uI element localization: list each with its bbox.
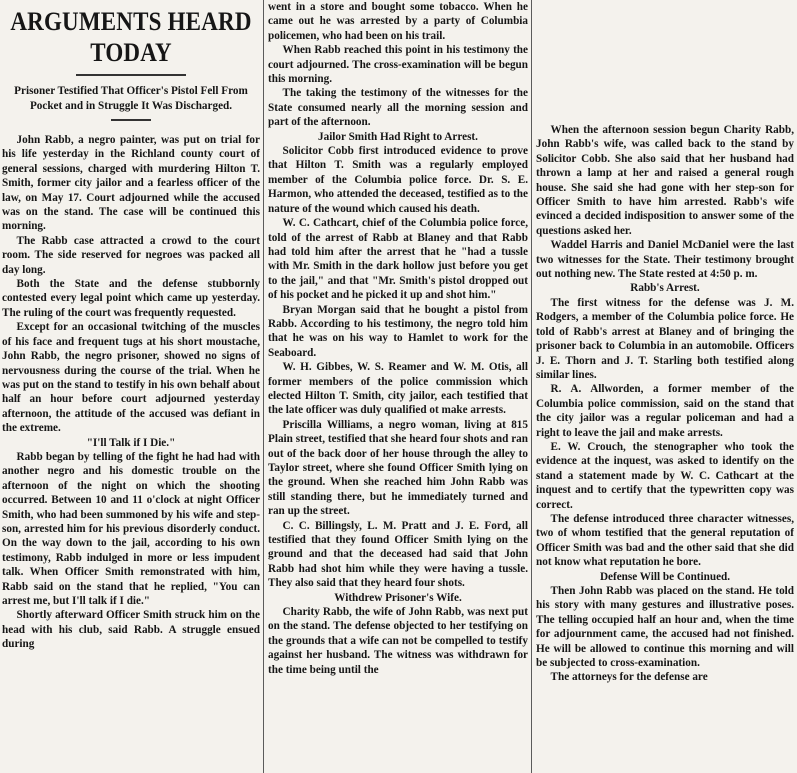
deck: Prisoner Testified That Officer's Pistol Fell From Pocket and in Struggle It Was Discharged. xyxy=(14,85,248,112)
paragraph: Both the State and the defense stubbornly contested every legal point which came up yesterday. The ruling of the court was frequently requested. xyxy=(2,278,260,319)
column-2 xyxy=(268,0,528,773)
paragraph: Bryan Morgan said that he bought a pistol from Rabb. According to his testimony, the negro told him that he was on his way to Hamlet to work for the Seaboard. xyxy=(268,303,528,359)
divider xyxy=(111,119,151,121)
paragraph: The defense introduced three character witnesses, two of whom testified that the general reputation of Officer Smith was bad and the other said that she did not know what reputation he bore. xyxy=(536,512,794,569)
paragraph: When the afternoon session begun Charity Rabb, John Rabb's wife, was called back to the stand by Solicitor Cobb. She also said that her husband had thrown a lamp at her and raised a general rough house. She said she had gone with her step-son for Officer Smith to have him arrested. Rabb's wife evinced a decided indisposition to answer some of the questions asked her. xyxy=(536,124,794,237)
paragraph: The taking the testimony of the witnesses for the State consumed nearly all the morning session and part of the afternoon. xyxy=(268,87,528,129)
column-rule xyxy=(531,0,532,773)
column-3 xyxy=(536,0,794,773)
paragraph: E. W. Crouch, the stenographer who took the evidence at the inquest, was asked to identify on the stand a statement made by W. C. Cathcart at the inquest and to certify that the typewritten copy was correct. xyxy=(536,440,794,511)
subheading: Defense Will be Continued. xyxy=(599,570,731,583)
paragraph: went in a store and bought some tobacco. When he came out he was arrested by a party of Columbia policemen, who had been on his trail. xyxy=(268,1,528,42)
paragraph: Rabb began by telling of the fight he had had with another negro and his domestic trouble on the afternoon of the night on which the shooting occurred. Between 10 and 11 o'clock at night Officer Smith, who had been summoned by his wife and step-son, arrested him for his previous disorderly conduct. On the way down to the jail, according to his own testimony, Rabb indulged in more or less impudent talk. When Officer Smith remonstrated with him, Rabb said on the stand that he replied, "You can arrest me, but I'll talk if I die." xyxy=(2,450,260,607)
subheading: Jailor Smith Had Right to Arrest. xyxy=(318,130,478,143)
column-1 xyxy=(2,0,260,773)
paragraph: Then John Rabb was placed on the stand. He told his story with many gestures and illustrative poses. The telling occupied half an hour and, when the time for adjournment came, the accused had not finished. He will be allowed to continue this morning and will be subjected to cross-examination. xyxy=(536,585,794,670)
paragraph: The attorneys for the defense are xyxy=(550,671,708,684)
paragraph: C. C. Billingsly, L. M. Pratt and J. E. Ford, all testified that they found Officer Smith lying on the ground and that the deceased had said that John Rabb had shot him while they were having a tussle. They also said that they heard four shots. xyxy=(268,519,528,590)
subheading: Rabb's Arrest. xyxy=(630,282,700,295)
paragraph: The Rabb case attracted a crowd to the court room. The side reserved for negroes was packed all day long. xyxy=(2,234,260,276)
paragraph: Solicitor Cobb first introduced evidence to prove that Hilton T. Smith was a regularly employed member of the Columbia police force. Dr. S. E. Harmon, who attended the deceased, testified as to the nature of the wound which caused his death. xyxy=(268,145,528,215)
paragraph: The first witness for the defense was J. M. Rodgers, a member of the Columbia police force. He told of Rabb's arrest at Blaney and of bringing the prisoner back to Columbia in an automobile. Officers J. E. Thorn and J. T. Starling both testified along similar lines. xyxy=(536,296,794,381)
paragraph: John Rabb, a negro painter, was put on trial for his life yesterday in the Richland county court of general sessions, charged with murdering Hilton T. Smith, former city jailor and a fearless officer of the law, on May 17. Court adjourned while the accused was on the stand. The case will be continued this morning. xyxy=(2,134,260,233)
paragraph: W. C. Cathcart, chief of the Columbia police force, told of the arrest of Rabb at Blaney and that Rabb had told him after the arrest that he "had a tussle with Mr. Smith in the dark hollow just before you get to the jail," and that "Mr. Smith's pistol dropped out of his pocket and he picked it up and shot him." xyxy=(268,217,528,302)
paragraph: When Rabb reached this point in his testimony the court adjourned. The cross-examination will be begun this morning. xyxy=(268,44,528,86)
paragraph: Except for an occasional twitching of the muscles of his face and frequent tugs at his short moustache, John Rabb, the negro prisoner, showed no signs of nervousness during the course of the trial. When he was put on the stand to testify in his own behalf about half an hour before court adjourned yesterday afternoon, the attitude of the accused was defiant in the extreme. xyxy=(2,321,260,435)
subheading: "I'll Talk if I Die." xyxy=(86,436,176,449)
divider xyxy=(76,74,186,76)
column-rule xyxy=(263,0,264,773)
paragraph: R. A. Allworden, a former member of the Columbia police commission, said on the stand that the city jailor was a regular policeman and had a right to leave the jail and make arrests. xyxy=(536,383,794,439)
paragraph: Waddel Harris and Daniel McDaniel were the last two witnesses for the State. Their testimony brought out nothing new. The State rested at 4:50 p. m. xyxy=(536,239,794,281)
subheading: Withdrew Prisoner's Wife. xyxy=(334,591,462,604)
paragraph: Priscilla Williams, a negro woman, living at 815 Plain street, testified that she heard four shots and ran out of the back door of her house through the alley to Taylor street, where she found Officer Smith lying on the ground. When she reached him John Rabb was still standing there, but he immediately turned and ran up the street. xyxy=(268,418,528,518)
paragraph: Charity Rabb, the wife of John Rabb, was next put on the stand. The defense objected to her testifying on the grounds that a wife can not be compelled to testify against her husband. The witness was withdrawn for the time being until the xyxy=(268,606,528,676)
headline: ARGUMENTS HEARD TODAY xyxy=(10,7,252,67)
paragraph: Shortly afterward Officer Smith struck him on the head with his club, said Rabb. A struggle ensued during xyxy=(2,609,260,651)
paragraph: W. H. Gibbes, W. S. Reamer and W. M. Otis, all former members of the police commission which elected Hilton T. Smith, city jailor, each testified that the late officer was duly qualified ot make arrests. xyxy=(268,361,528,417)
